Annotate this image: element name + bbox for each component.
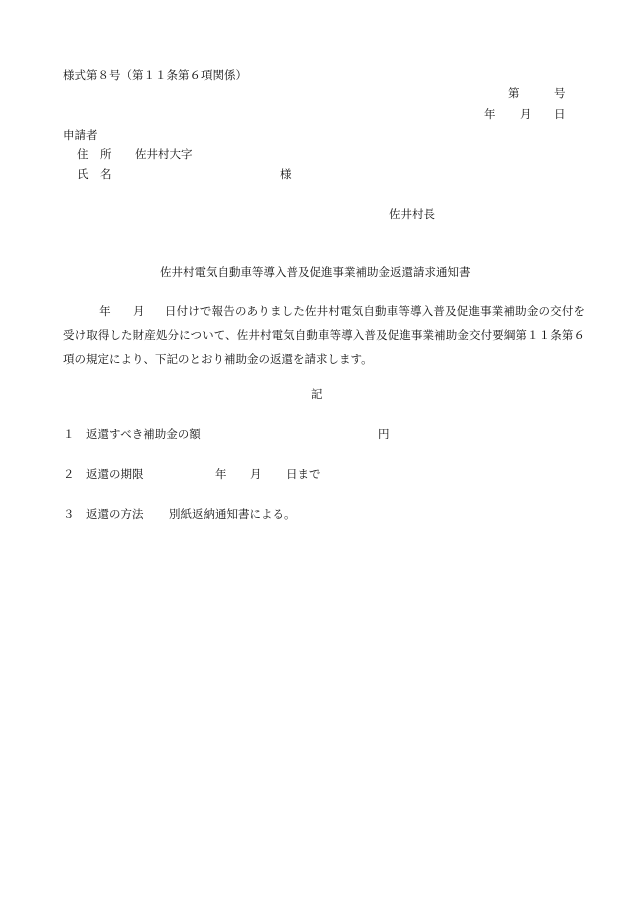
- body-paragraph: [63, 299, 585, 371]
- doc-number-dai: 第: [508, 86, 520, 100]
- item-2-number: ２: [63, 467, 75, 481]
- item-1-number: １: [63, 427, 75, 441]
- body-month: 月: [132, 304, 145, 318]
- address-label: 住 所: [77, 147, 112, 161]
- item-2-label: 返還の期限: [86, 467, 144, 481]
- item-1-unit: 円: [378, 427, 390, 441]
- address-value: 佐井村大字: [135, 147, 193, 161]
- page-title: 佐井村電気自動車等導入普及促進事業補助金返還請求通知書: [160, 265, 471, 279]
- date-day: 日: [554, 107, 566, 121]
- body-year: 年: [99, 304, 111, 318]
- date-year: 年: [484, 107, 496, 121]
- honorific: 様: [280, 167, 292, 181]
- item-1-label: 返還すべき補助金の額: [86, 427, 201, 441]
- name-label: 氏 名: [77, 167, 112, 181]
- item-2-suffix: 日まで: [286, 467, 321, 481]
- body-text: 日付けで報告のありました佐井村電気自動車等導入普及促進事業補助金の交付を受け取得した財産処分について、佐井村電気自動車等導入普及促進事業補助金交付要綱第１１条第６項の規定により、下記のとおり補助金の返還を請求します。: [63, 304, 586, 366]
- applicant-heading: 申請者: [63, 128, 98, 142]
- item-3-number: ３: [63, 507, 75, 521]
- item-2-year: 年: [215, 467, 227, 481]
- issuer: 佐井村長: [389, 207, 435, 221]
- ki-heading: 記: [311, 387, 323, 401]
- item-2-month: 月: [250, 467, 262, 481]
- doc-number-go: 号: [554, 86, 566, 100]
- item-3-value: 別紙返納通知書による。: [169, 507, 296, 521]
- date-month: 月: [520, 107, 532, 121]
- item-3-label: 返還の方法: [86, 507, 144, 521]
- form-number: 様式第８号（第１１条第６項関係）: [63, 68, 247, 82]
